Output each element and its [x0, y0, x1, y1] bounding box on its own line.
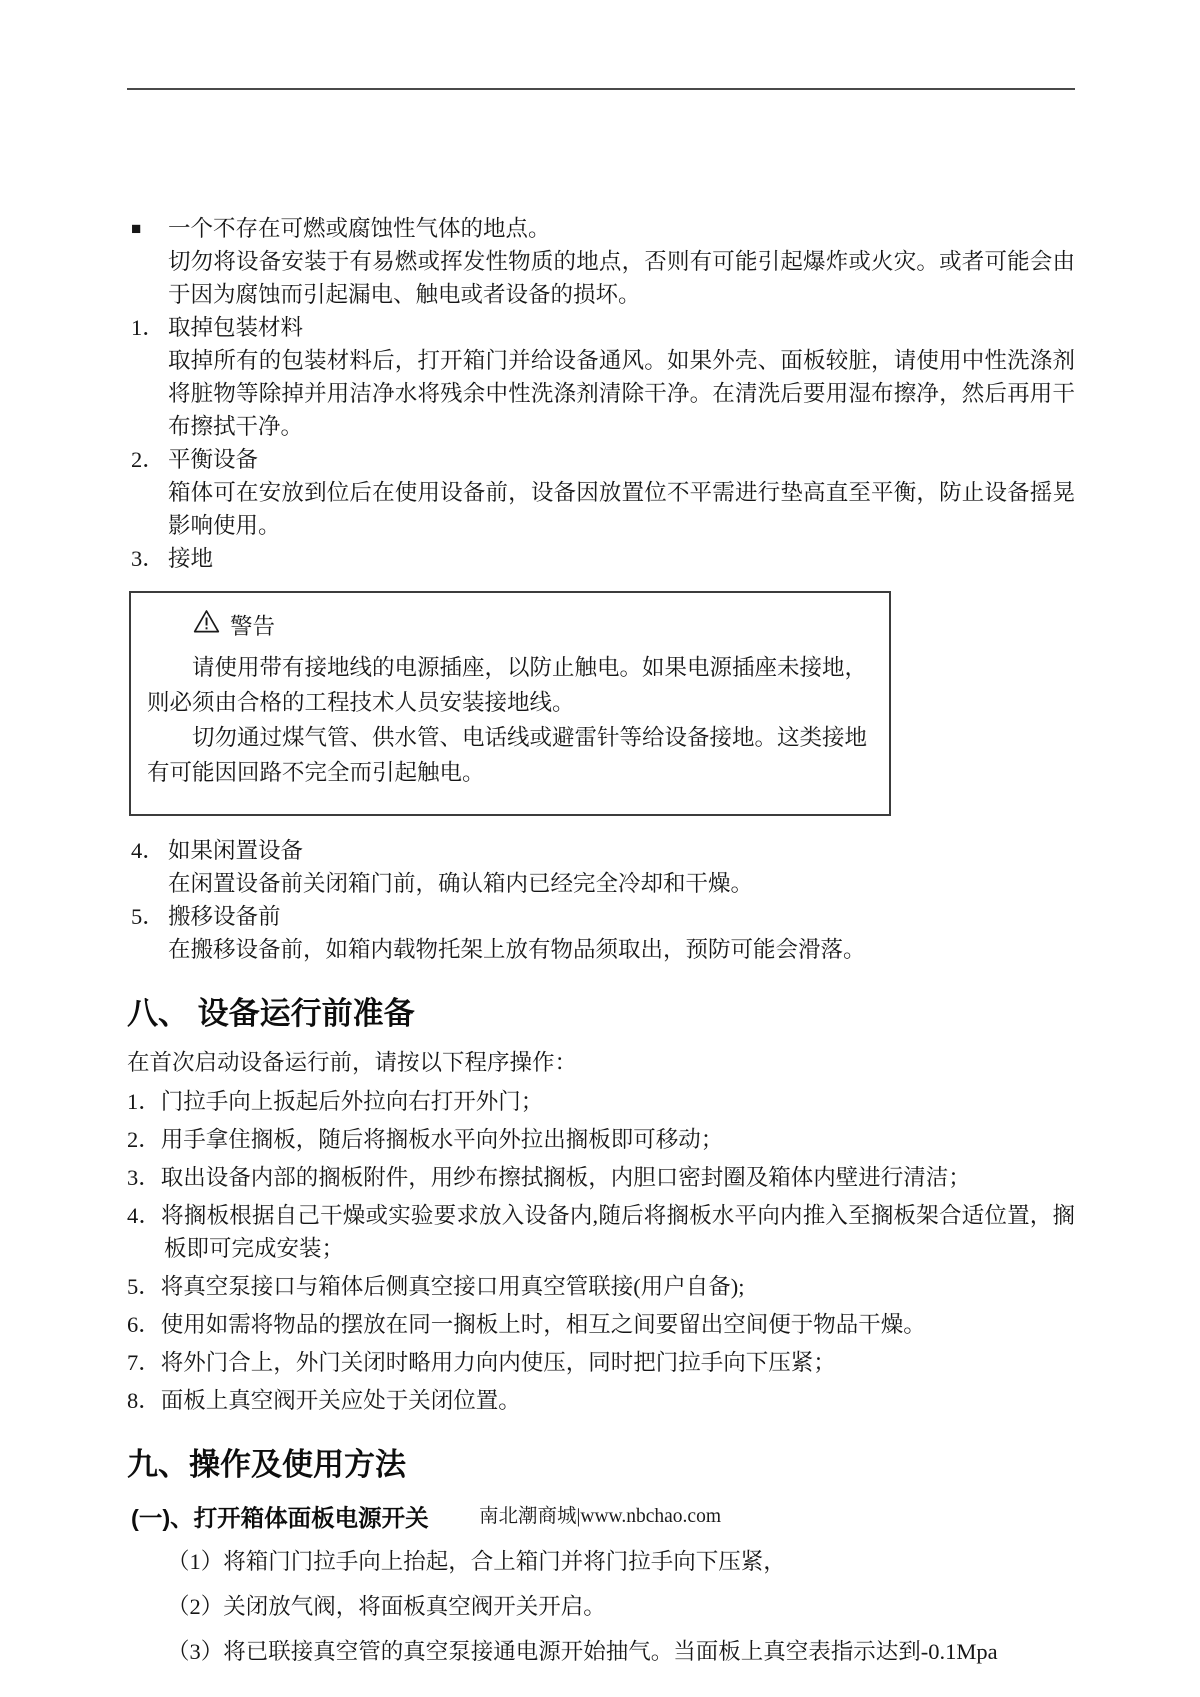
list-item-number: 1．: [131, 315, 165, 340]
warning-triangle-icon: [193, 609, 220, 644]
subsection-heading-power-switch: (一)、打开箱体面板电源开关: [131, 1505, 429, 1531]
warning-label: 警告: [230, 614, 276, 639]
section-heading-operation: 九、操作及使用方法: [127, 1447, 406, 1482]
list-item: [127, 212, 1075, 311]
section-heading-prepare: 八、 设备运行前准备: [127, 996, 415, 1031]
paragraph: 切勿将设备安装于有易燃或挥发性物质的地点，否则有可能引起爆炸或火灾。或者可能会由于因为腐蚀而引起漏电、触电或者设备的损坏。: [168, 249, 1075, 307]
section-intro: 在首次启动设备运行前，请按以下程序操作：: [127, 1050, 578, 1075]
list-item: [127, 834, 1075, 900]
list-item: [127, 311, 1075, 443]
procedure-step: 2．用手拿住搁板，随后将搁板水平向外拉出搁板即可移动；: [127, 1127, 724, 1152]
list-item-number: 5．: [131, 904, 165, 929]
procedure-step: 4．将搁板根据自己干燥或实验要求放入设备内,随后将搁板水平向内推入至搁板架合适位置，搁板即可完成安装；: [127, 1203, 1075, 1261]
procedure-step: 5．将真空泵接口与箱体后侧真空接口用真空管联接(用户自备);: [127, 1274, 745, 1299]
warning-paragraph: 切勿通过煤气管、供水管、电话线或避雷针等给设备接地。这类接地有可能因回路不完全而引起触电。: [147, 725, 868, 785]
procedure-step: 8．面板上真空阀开关应处于关闭位置。: [127, 1388, 521, 1413]
paragraph: 在闲置设备前关闭箱门前，确认箱内已经完全冷却和干燥。: [168, 871, 754, 896]
warning-header: [147, 609, 867, 644]
paragraph: 在搬移设备前，如箱内载物托架上放有物品须取出，预防可能会滑落。: [168, 937, 866, 962]
page-footer: 南北潮商城|www.nbchao.com: [478, 1506, 722, 1527]
paragraph: 箱体可在安放到位后在使用设备前，设备因放置位不平需进行垫高直至平衡，防止设备摇晃影响使用。: [168, 480, 1075, 538]
operation-step: （1）将箱门门拉手向上抬起，合上箱门并将门拉手向下压紧，: [167, 1549, 786, 1574]
procedure-step: 1．门拉手向上扳起后外拉向右打开外门；: [127, 1089, 544, 1114]
paragraph: 取掉所有的包装材料后，打开箱门并给设备通风。如果外壳、面板较脏，请使用中性洗涤剂将脏物等除掉并用洁净水将残余中性洗涤剂清除干净。在清洗后要用湿布擦净，然后再用干布擦拭干净。: [168, 348, 1075, 439]
warning-box: [129, 591, 891, 816]
list-item-title: 搬移设备前: [168, 904, 281, 929]
list-item-title: 接地: [168, 546, 214, 571]
procedure-step: 3．取出设备内部的搁板附件，用纱布擦拭搁板，内胆口密封圈及箱体内壁进行清洁；: [127, 1165, 971, 1190]
operation-step: （3）将已联接真空管的真空泵接通电源开始抽气。当面板上真空表指示达到-0.1Mpa: [167, 1639, 998, 1664]
list-item-number: 4．: [131, 838, 165, 863]
list-item-title: 一个不存在可燃或腐蚀性气体的地点。: [168, 216, 551, 241]
list-item: [127, 443, 1075, 542]
list-item-title: 平衡设备: [168, 447, 259, 472]
square-bullet-icon: ■: [131, 219, 142, 238]
procedure-step: 7．将外门合上，外门关闭时略用力向内使压，同时把门拉手向下压紧；: [127, 1350, 836, 1375]
list-item-title: 如果闲置设备: [168, 838, 304, 863]
list-item-title: 取掉包装材料: [168, 315, 304, 340]
header-rule: [127, 88, 1075, 90]
document-body: [127, 212, 1075, 1678]
list-item: [127, 900, 1075, 966]
warning-paragraph: 请使用带有接地线的电源插座，以防止触电。如果电源插座未接地，则必须由合格的工程技术人员安装接地线。: [147, 655, 868, 715]
list-item-number: 3．: [131, 546, 165, 571]
operation-step: （2）关闭放气阀，将面板真空阀开关开启。: [167, 1594, 606, 1619]
list-item: [127, 542, 1075, 575]
procedure-step: 6．使用如需将物品的摆放在同一搁板上时，相互之间要留出空间便于物品干燥。: [127, 1312, 926, 1337]
list-item-number: 2．: [131, 447, 165, 472]
